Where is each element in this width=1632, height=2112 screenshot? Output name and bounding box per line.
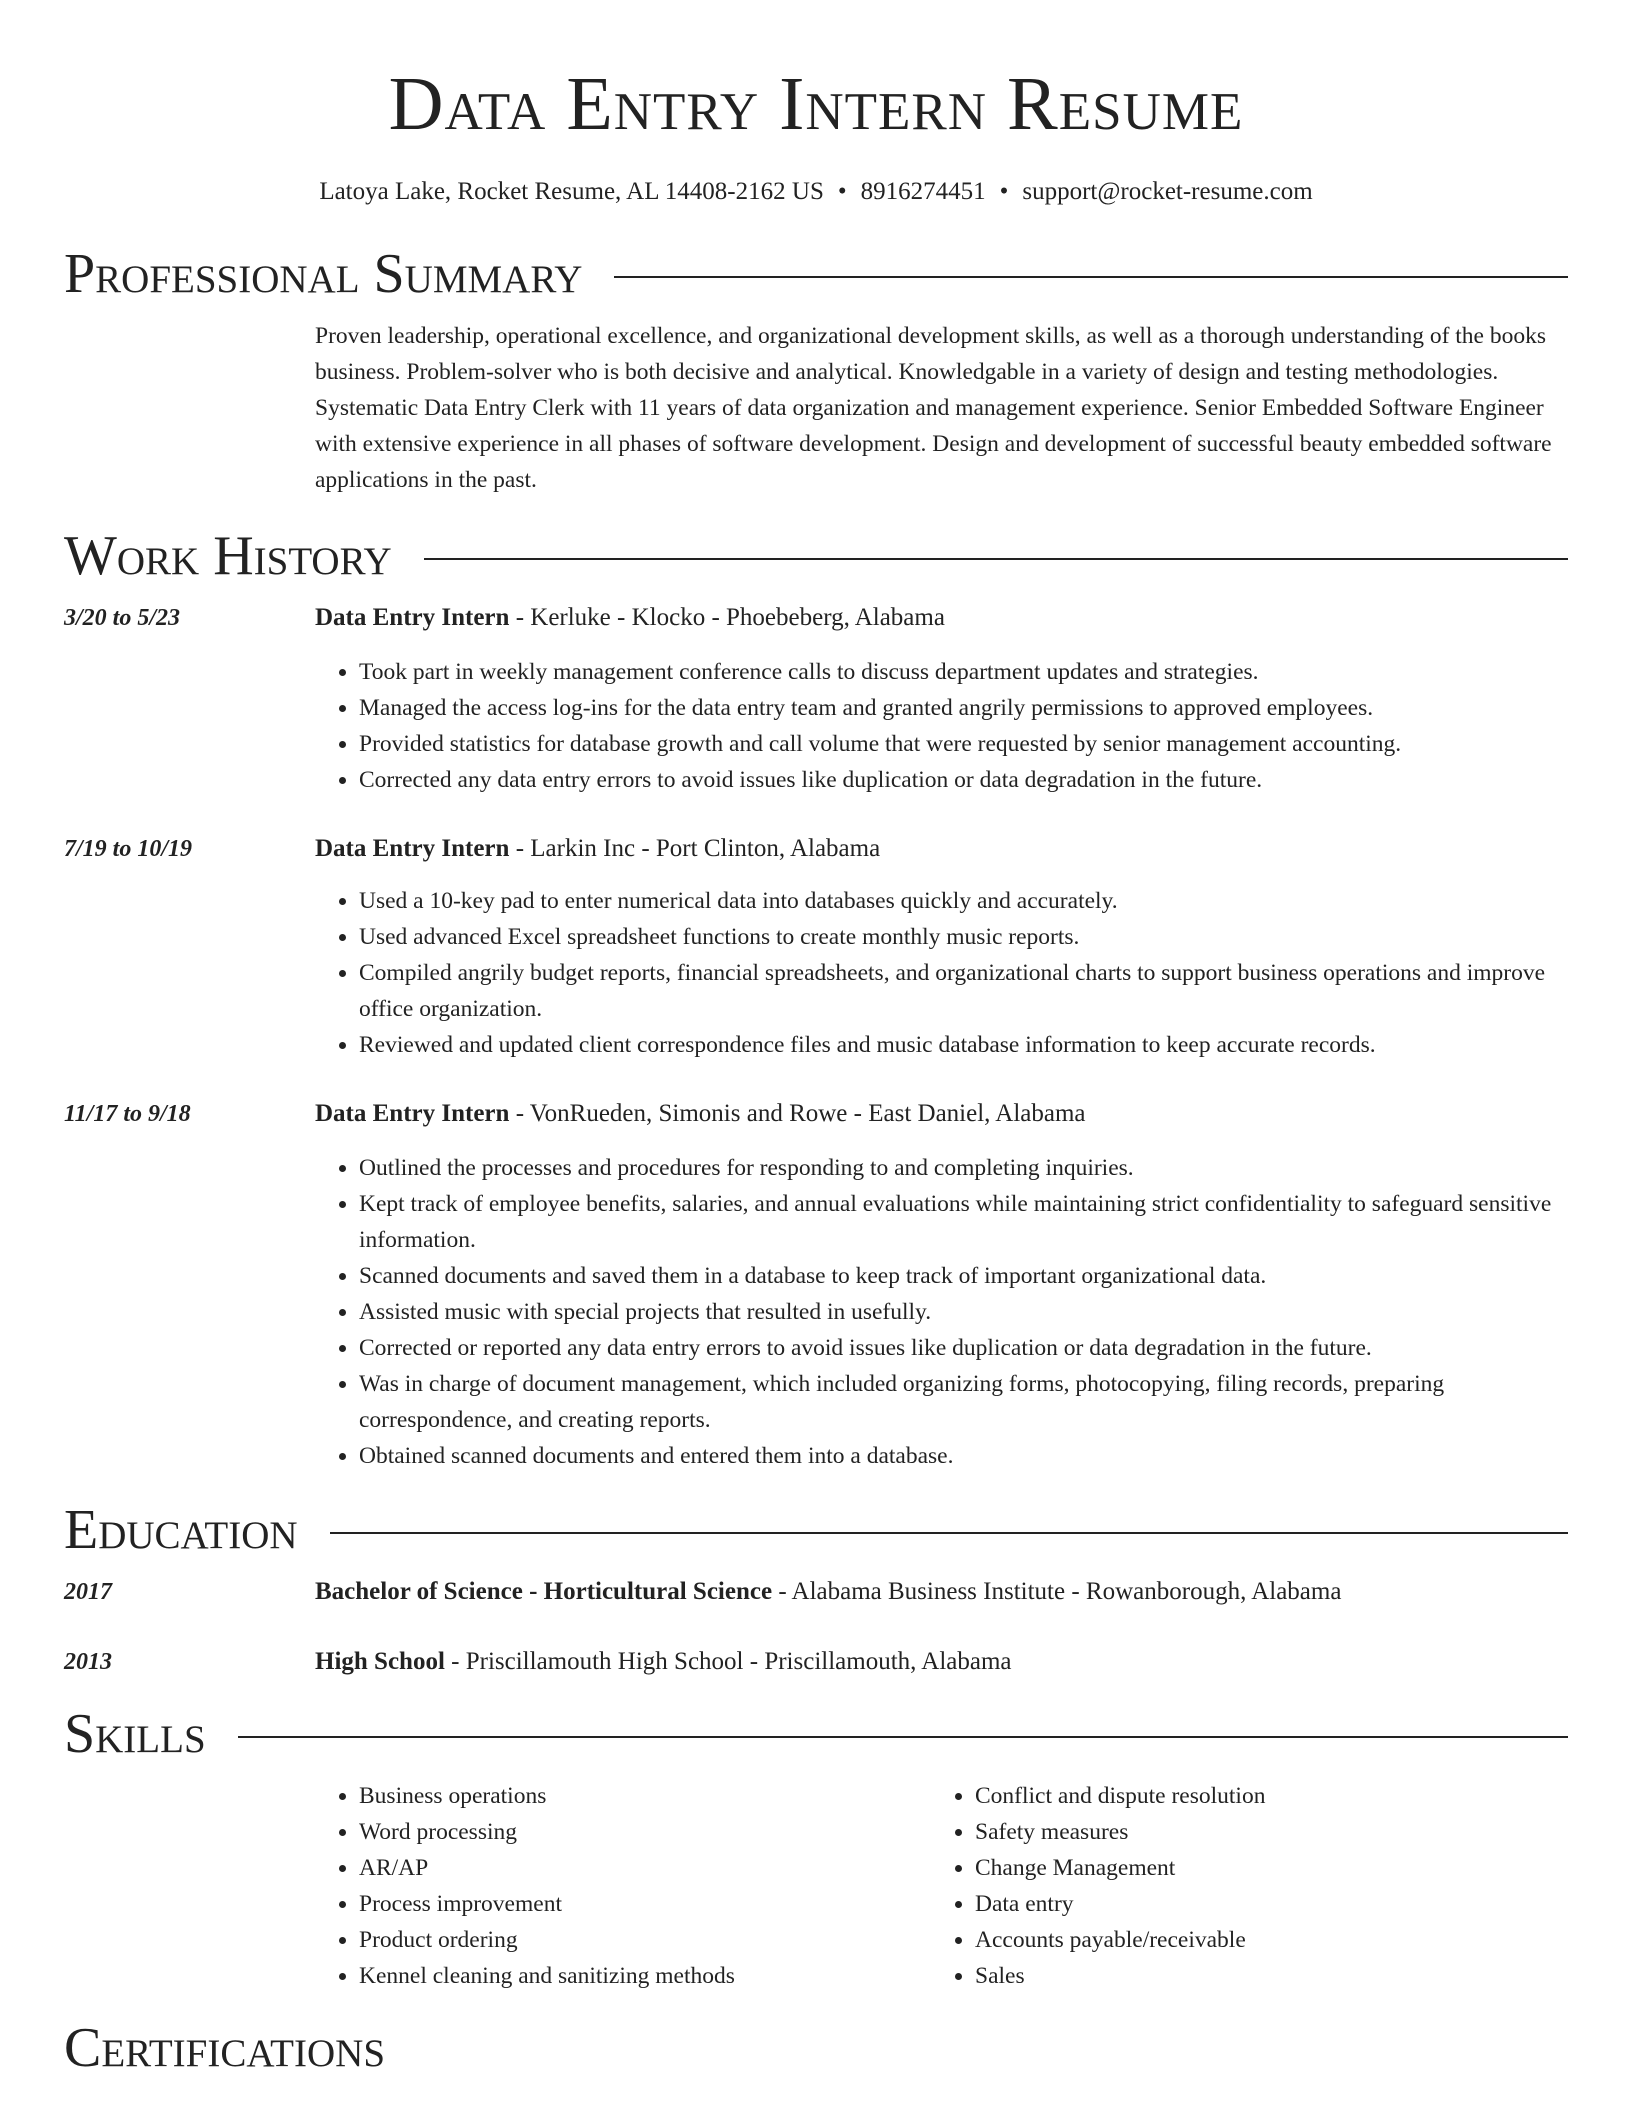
education-headline xyxy=(315,1574,1568,1610)
work-role: Data Entry Intern xyxy=(315,604,510,631)
education-degree: High School xyxy=(315,1648,445,1675)
work-bullet: • Assisted music with special projects that resulted in usefully. xyxy=(359,1294,1568,1330)
skill-item: • Sales xyxy=(975,1958,1547,1994)
work-bullet: • Used a 10-key pad to enter numerical data into databases quickly and accurately. xyxy=(359,883,1568,919)
resume-page xyxy=(64,0,1568,2079)
education-details: - Alabama Business Institute - Rowanborough, Alabama xyxy=(772,1578,1342,1605)
work-details: - Larkin Inc - Port Clinton, Alabama xyxy=(509,835,881,862)
education-year: 2013 xyxy=(64,1649,112,1675)
resume-title: Data Entry Intern Resume xyxy=(388,62,1244,146)
education-year: 2017 xyxy=(64,1579,112,1605)
education-entry xyxy=(64,1644,1568,1680)
work-headline xyxy=(315,831,1568,867)
contact-separator: • xyxy=(837,178,847,205)
section-divider xyxy=(424,558,1568,560)
work-section-title: Work History xyxy=(64,525,392,587)
work-entry xyxy=(64,600,1568,798)
skill-item: • AR/AP xyxy=(359,1850,931,1886)
work-section-header xyxy=(64,525,1568,587)
work-bullet: • Took part in weekly management conference calls to discuss department updates and strategies. xyxy=(359,654,1568,690)
work-bullet: • Obtained scanned documents and entered them into a database. xyxy=(359,1438,1568,1474)
work-content xyxy=(315,600,1568,798)
certifications-section-header xyxy=(64,2017,1568,2079)
work-bullet: • Managed the access log-ins for the data entry team and granted angrily permissions to approved employees. xyxy=(359,690,1568,726)
contact-line xyxy=(64,178,1568,206)
work-bullet: • Outlined the processes and procedures for responding to and completing inquiries. xyxy=(359,1150,1568,1186)
work-role: Data Entry Intern xyxy=(315,835,510,862)
work-bullet: • Reviewed and updated client correspondence files and music database information to keep accurate records. xyxy=(359,1027,1568,1063)
work-content xyxy=(315,831,1568,1063)
work-headline xyxy=(315,600,1568,636)
skill-item: • Data entry xyxy=(975,1886,1547,1922)
work-bullet: • Corrected any data entry errors to avoid issues like duplication or data degradation in the future. xyxy=(359,762,1568,798)
work-content xyxy=(315,1096,1568,1474)
contact-phone: 8916274451 xyxy=(860,178,986,205)
skill-item: • Business operations xyxy=(359,1778,931,1814)
education-details: - Priscillamouth High School - Priscillamouth, Alabama xyxy=(444,1648,1012,1675)
section-divider xyxy=(614,276,1568,278)
work-bullet-list xyxy=(315,883,1568,1063)
work-bullet-list xyxy=(315,1150,1568,1474)
education-degree: Bachelor of Science - Horticultural Science xyxy=(315,1578,773,1605)
contact-address: Latoya Lake, Rocket Resume, AL 14408-2162 US xyxy=(319,178,824,205)
work-bullet: • Corrected or reported any data entry errors to avoid issues like duplication or data degradation in the future. xyxy=(359,1330,1568,1366)
work-dates: 3/20 to 5/23 xyxy=(64,605,181,631)
skills-section-title: Skills xyxy=(64,1703,206,1765)
certifications-section-title: Certifications xyxy=(64,2017,386,2079)
work-details: - Kerluke - Klocko - Phoebeberg, Alabama xyxy=(509,604,945,631)
skill-item: • Kennel cleaning and sanitizing methods xyxy=(359,1958,931,1994)
skill-item: • Product ordering xyxy=(359,1922,931,1958)
contact-separator: • xyxy=(999,178,1009,205)
work-bullet: • Scanned documents and saved them in a database to keep track of important organizational data. xyxy=(359,1258,1568,1294)
work-headline xyxy=(315,1096,1568,1132)
education-section-title: Education xyxy=(64,1499,298,1561)
work-dates: 11/17 to 9/18 xyxy=(64,1101,191,1127)
section-divider xyxy=(330,1532,1568,1534)
skill-item: • Accounts payable/receivable xyxy=(975,1922,1547,1958)
work-dates: 7/19 to 10/19 xyxy=(64,836,193,862)
education-section-header xyxy=(64,1499,1568,1561)
work-bullet: • Was in charge of document management, which included organizing forms, photocopying, filing records, preparing correspondence, and creating reports. xyxy=(359,1366,1568,1438)
summary-section-header xyxy=(64,243,1568,305)
work-entry xyxy=(64,1096,1568,1474)
skill-item: • Safety measures xyxy=(975,1814,1547,1850)
work-entry xyxy=(64,831,1568,1063)
education-entry xyxy=(64,1574,1568,1610)
skills-list-right xyxy=(931,1778,1547,1994)
skill-item: • Word processing xyxy=(359,1814,931,1850)
work-bullet: • Provided statistics for database growth and call volume that were requested by senior management accounting. xyxy=(359,726,1568,762)
contact-email: support@rocket-resume.com xyxy=(1022,178,1313,205)
education-headline xyxy=(315,1644,1568,1680)
work-bullet: • Used advanced Excel spreadsheet functions to create monthly music reports. xyxy=(359,919,1568,955)
skills-section-header xyxy=(64,1703,1568,1765)
work-bullet: • Compiled angrily budget reports, financial spreadsheets, and organizational charts to support business operations and improve office organization. xyxy=(359,955,1568,1027)
section-divider xyxy=(238,1736,1568,1738)
work-role: Data Entry Intern xyxy=(315,1100,510,1127)
work-details: - VonRueden, Simonis and Rowe - East Daniel, Alabama xyxy=(509,1100,1086,1127)
skills-grid xyxy=(315,1778,1568,1994)
skill-item: • Change Management xyxy=(975,1850,1547,1886)
summary-section-title: Professional Summary xyxy=(64,243,583,305)
work-bullet: • Kept track of employee benefits, salaries, and annual evaluations while maintaining strict confidentiality to safeguard sensitive information. xyxy=(359,1186,1568,1258)
work-bullet-list xyxy=(315,654,1568,798)
skill-item: • Process improvement xyxy=(359,1886,931,1922)
skill-item: • Conflict and dispute resolution xyxy=(975,1778,1547,1814)
summary-text: Proven leadership, operational excellence, and organizational development skills, as well as a thorough understanding of the books business. Problem-solver who is both decisive and analytical. Knowledgable in a variety of design and testing methodologies. Systematic Data Entry Clerk with 11 years of data organization and management experience. Senior Embedded Software Engineer with extensive experience in all phases of software development. Design and development of successful beauty embedded software applications in the past. xyxy=(315,323,1552,493)
skills-list-left xyxy=(315,1778,931,1994)
